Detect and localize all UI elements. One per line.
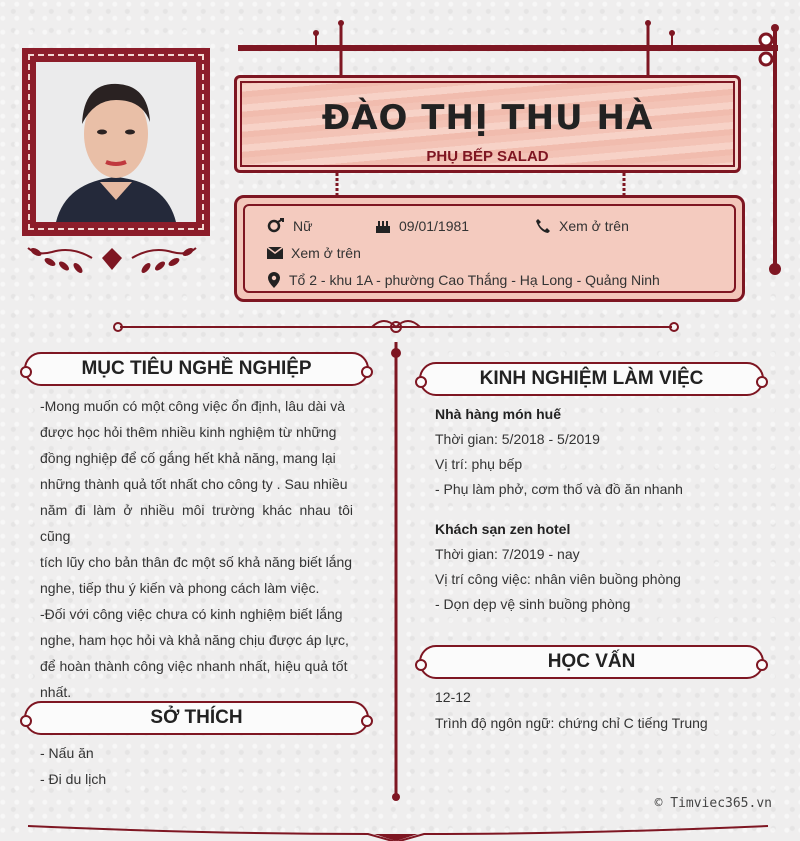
avatar	[36, 62, 196, 222]
hobbies-title: SỞ THÍCH	[150, 707, 243, 728]
gender-row	[267, 218, 312, 234]
objective-line: đồng nghiệp để cố gắng hết khả năng, mang lại	[40, 450, 336, 466]
address-value: Tổ 2 - khu 1A - phường Cao Thắng - Hạ Long - Quảng Ninh	[289, 272, 660, 288]
gender-value: Nữ	[293, 218, 313, 234]
objective-heading	[24, 352, 369, 386]
phone-row	[535, 218, 629, 234]
job-time: Thời gian: 7/2019 - nay	[435, 546, 580, 562]
experience-title: KINH NGHIỆM LÀM VIỆC	[479, 368, 704, 389]
birthday-cake-icon	[375, 218, 391, 234]
gender-icon	[267, 218, 285, 234]
education-title: HỌC VẤN	[547, 651, 636, 672]
job-role: Vị trí: phụ bếp	[435, 456, 523, 472]
objective-line: năm đi làm ở nhiều môi trường khác nhau tôi cũng	[40, 502, 353, 544]
experience-heading	[419, 362, 764, 396]
address-row	[267, 272, 660, 288]
contact-board	[234, 195, 745, 302]
objective-line: tích lũy cho bản thân đc một số khả năng biết lắng	[40, 554, 353, 570]
avatar-frame	[22, 48, 210, 236]
birthday-row	[375, 218, 469, 234]
job-company: Nhà hàng món huế	[435, 406, 561, 422]
objective-line: những thành quả tốt nhất cho công ty . Sau nhiều	[40, 476, 348, 492]
phone-value[interactable]: Xem ở trên	[559, 218, 629, 234]
footer-credit[interactable]: © Timviec365.vn	[654, 796, 772, 811]
envelope-icon	[267, 247, 283, 259]
hobbies-heading	[24, 701, 369, 735]
objective-line: -Đối với công việc chưa có kinh nghiệm biết lắng	[40, 606, 343, 622]
education-list	[435, 685, 765, 736]
birthday-value: 09/01/1981	[399, 218, 470, 234]
education-line: 12-12	[435, 689, 471, 705]
job-desc: - Phụ làm phở, cơm thố và đồ ăn nhanh	[435, 481, 683, 497]
hobbies-list	[40, 741, 106, 792]
email-value[interactable]: Xem ở trên	[291, 245, 361, 261]
hobby-item: - Nấu ăn	[40, 745, 94, 761]
job-desc: - Dọn dẹp vệ sinh buồng phòng	[435, 596, 631, 612]
job-entry	[435, 517, 765, 617]
job-entry	[435, 402, 765, 502]
education-line: Trình độ ngôn ngữ: chứng chỉ C tiếng Trung	[435, 715, 708, 731]
objective-line: nghe, tiếp thu ý kiến và phong cách làm việc.	[40, 580, 320, 596]
objective-line: nghe, ham học hỏi và khả năng chịu được áp lực,	[40, 632, 349, 648]
email-row	[267, 245, 361, 261]
objective-line: -Mong muốn có một công việc ổn định, lâu dài và	[40, 398, 346, 414]
hobby-item: - Đi du lịch	[40, 771, 107, 787]
candidate-position: PHỤ BẾP SALAD	[426, 148, 549, 165]
objective-line: để hoàn thành công việc nhanh nhất, hiệu quả tốt	[40, 658, 348, 674]
objective-text	[40, 393, 353, 705]
job-role: Vị trí công việc: nhân viên buồng phòng	[435, 571, 681, 587]
education-heading	[419, 645, 764, 679]
phone-icon	[535, 218, 551, 234]
objective-line: được học hỏi thêm nhiều kinh nghiệm từ những	[40, 424, 337, 440]
job-company: Khách sạn zen hotel	[435, 521, 571, 537]
candidate-name: ĐÀO THỊ THU HÀ	[321, 98, 654, 138]
objective-line: nhất.	[40, 684, 72, 700]
objective-title: MỤC TIÊU NGHỀ NGHIỆP	[81, 358, 312, 379]
name-board	[234, 75, 741, 173]
location-pin-icon	[267, 272, 281, 288]
job-time: Thời gian: 5/2018 - 5/2019	[435, 431, 600, 447]
